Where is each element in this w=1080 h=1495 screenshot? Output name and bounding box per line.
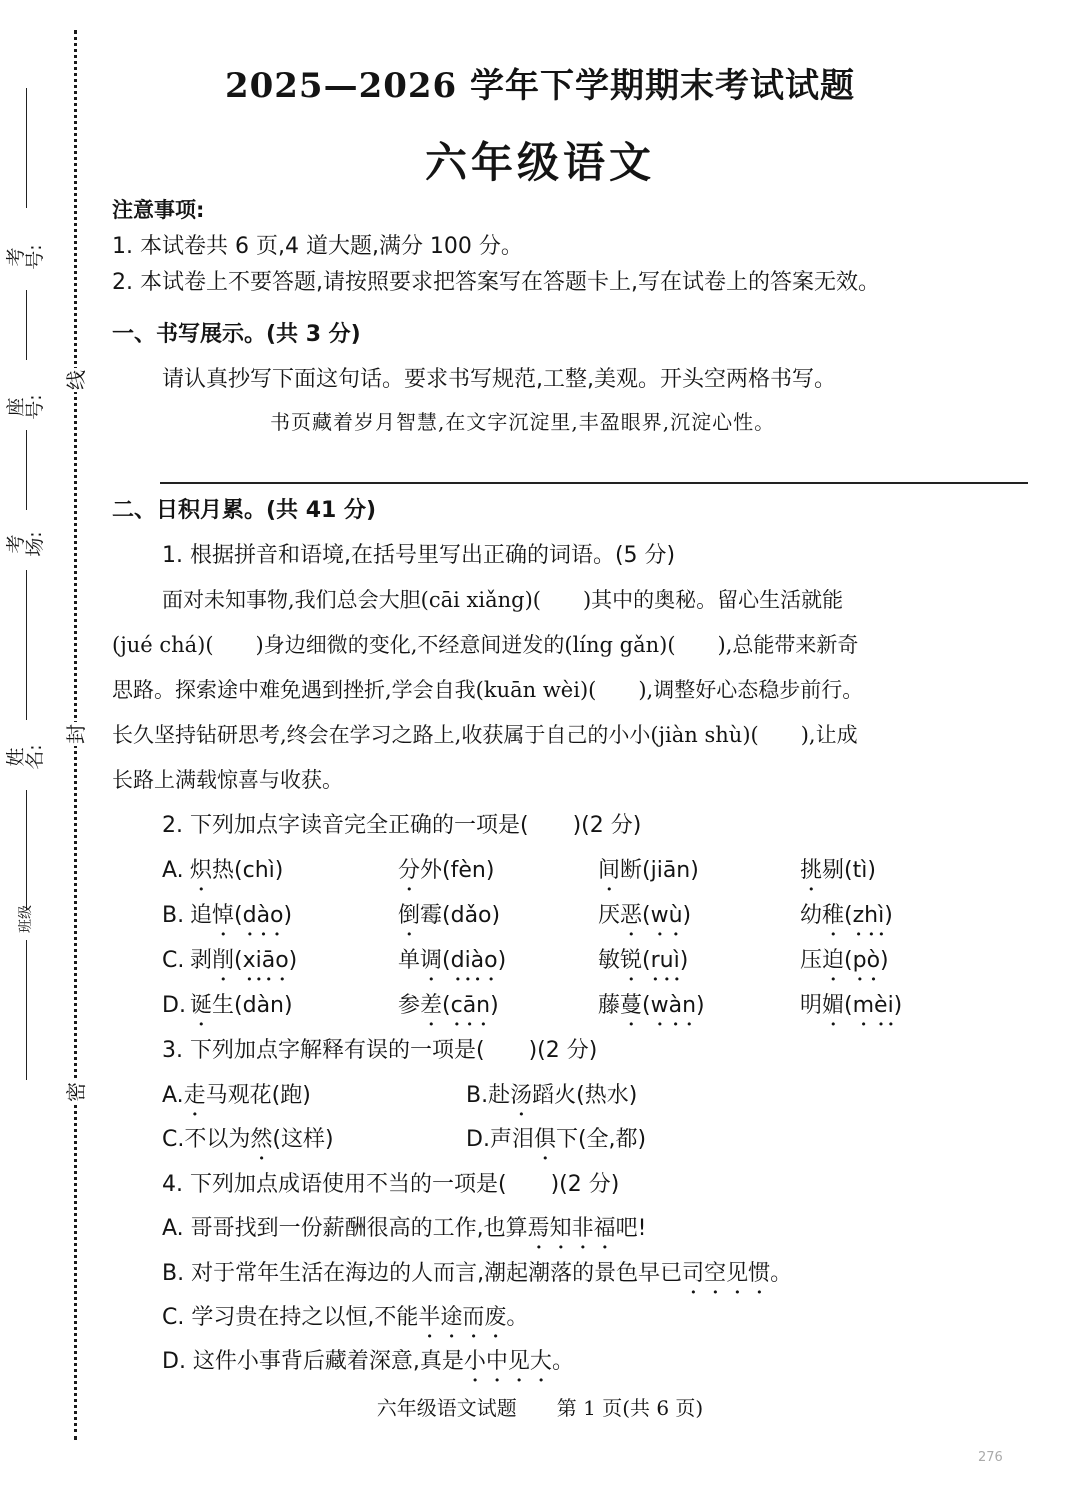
class-label: 班级: [18, 905, 34, 933]
dotted-char-with-pinyin: 媚(mèi): [822, 993, 903, 1018]
q4-d-post: 。: [551, 1349, 574, 1374]
q3-c-dotted: 然: [250, 1127, 273, 1152]
q2-a-label: A.: [162, 858, 184, 883]
q3-b-label: B.: [466, 1083, 489, 1108]
q1-line-1: 面对未知事物,我们总会大胆(cāi xiǎng)( )其中的奥秘。留心生活就能: [162, 588, 844, 612]
q3-option-a: [162, 1083, 311, 1121]
word-rest: 断(jiān): [620, 858, 699, 883]
dotted-char: 挑: [800, 858, 823, 883]
q4-c-pre: C. 学习贵在持之以恒,不能: [162, 1305, 419, 1330]
word-first: 追: [190, 903, 213, 928]
notice-item-1: 1. 本试卷共 6 页,4 道大题,满分 100 分。: [112, 234, 523, 259]
word-first: 明: [800, 993, 823, 1018]
class-line: [26, 790, 27, 910]
q3-c-post: (这样): [272, 1127, 334, 1152]
word-rest: 生(dàn): [212, 993, 293, 1018]
corner-mark: 276: [978, 1450, 1003, 1465]
q4-d-pre: D. 这件小事背后藏着深意,真是: [162, 1349, 464, 1374]
seat-no-label: 座号:: [5, 394, 46, 420]
q4-b-post: 。: [770, 1261, 793, 1286]
word-rest: 外(fèn): [420, 858, 495, 883]
q3-c-pre: 不以为: [184, 1127, 251, 1152]
q3-c-label: C.: [162, 1127, 185, 1152]
handwriting-answer-line: [160, 482, 1028, 484]
q3-d-label: D.: [466, 1127, 490, 1152]
word-first: 压: [800, 948, 823, 973]
q4-option-d: [162, 1349, 574, 1387]
seal-char-secret: 密: [64, 1082, 88, 1102]
q2-d-label: D.: [162, 993, 186, 1018]
q1-line-4: 长久坚持钻研思考,终会在学习之路上,收获属于自己的小小(jiàn shù)( ),让成: [112, 723, 858, 747]
name-label: 姓名:: [5, 744, 46, 770]
q3-a-dotted: 走: [183, 1083, 206, 1108]
word-first: 幼: [800, 903, 823, 928]
q2-c-label: C.: [162, 948, 185, 973]
exam-title: 2025—2026 学年下学期期末考试试题: [224, 66, 856, 106]
dotted-char: 倒: [398, 903, 421, 928]
notice-item-2: 2. 本试卷上不要答题,请按照要求把答案写在答题卡上,写在试卷上的答案无效。: [112, 270, 880, 295]
q3-option-b: [466, 1083, 637, 1121]
q3-b-post: 蹈火(热水): [532, 1083, 638, 1108]
q2-stem: 2. 下列加点字读音完全正确的一项是( )(2 分): [162, 813, 642, 838]
section1-instruction: 请认真抄写下面这句话。要求书写规范,工整,美观。开头空两格书写。: [162, 367, 836, 392]
word-first: 参: [398, 993, 421, 1018]
dotted-char-with-pinyin: 差(cān): [420, 993, 499, 1018]
seal-char-seal: 封: [64, 724, 88, 744]
q4-a-pre: A. 哥哥找到一份薪酬很高的工作,也算: [162, 1216, 528, 1241]
q4-b-pre: B. 对于常年生活在海边的人而言,潮起潮落的景色早已: [162, 1261, 683, 1286]
word-rest: 霉(dǎo): [420, 903, 501, 928]
dotted-char: 分: [398, 858, 421, 883]
school-line: [26, 940, 27, 1080]
dotted-char-with-pinyin: 稚(zhì): [822, 903, 893, 928]
q3-a-post: 马观花(跑): [205, 1083, 311, 1108]
seat-no-line-top: [26, 290, 27, 360]
q4-c-idiom: 半途而废: [418, 1305, 507, 1330]
q1-line-2: (jué chá)( )身边细微的变化,不经意间迸发的(líng gǎn)( ),总能带来新奇: [112, 633, 859, 657]
dotted-char-with-pinyin: 迫(pò): [822, 948, 889, 973]
exam-no-label: 考号:: [5, 244, 46, 270]
section2-heading: 二、日积月累。(共 41 分): [112, 498, 377, 523]
section1-sentence: 书页藏着岁月智慧,在文字沉淀里,丰盈眼界,沉淀心性。: [270, 410, 776, 434]
q3-b-pre: 赴: [488, 1083, 511, 1108]
dotted-char-with-pinyin: 锐(ruì): [620, 948, 689, 973]
q3-option-d: [466, 1127, 646, 1165]
dotted-char: 间: [598, 858, 621, 883]
q3-option-c: [162, 1127, 334, 1165]
q1-line-3: 思路。探索途中难免遇到挫折,学会自我(kuān wèi)( ),调整好心态稳步前行。: [112, 678, 864, 702]
room-label: 考场:: [5, 531, 46, 557]
name-line: [26, 570, 27, 720]
word-first: 剥: [190, 948, 213, 973]
q2-b-label: B.: [162, 903, 185, 928]
q3-b-dotted: 汤: [510, 1083, 533, 1108]
exam-subject: 六年级语文: [424, 138, 655, 187]
dotted-char: 炽: [190, 858, 213, 883]
dotted-char-with-pinyin: 蔓(wàn): [620, 993, 705, 1018]
section1-heading: 一、书写展示。(共 3 分): [112, 322, 361, 347]
notice-heading: 注意事项:: [112, 198, 205, 222]
q3-stem: 3. 下列加点字解释有误的一项是( )(2 分): [162, 1038, 598, 1063]
dotted-char-with-pinyin: 削(xiāo): [212, 948, 298, 973]
word-rest: 热(chì): [212, 858, 284, 883]
q4-option-c: [162, 1305, 528, 1343]
q4-a-idiom: 焉知非福: [527, 1216, 616, 1241]
q4-a-post: 吧!: [615, 1216, 647, 1241]
dotted-char: 诞: [190, 993, 213, 1018]
dotted-char-with-pinyin: 悼(dào): [212, 903, 293, 928]
q1-line-5: 长路上满载惊喜与收获。: [112, 768, 343, 792]
q4-stem: 4. 下列加点成语使用不当的一项是( )(2 分): [162, 1172, 620, 1197]
q3-d-post: 下(全,都): [555, 1127, 647, 1152]
dotted-char-with-pinyin: 恶(wù): [620, 903, 692, 928]
word-rest: 剔(tì): [822, 858, 876, 883]
q3-d-dotted: 俱: [533, 1127, 556, 1152]
q4-option-a: [162, 1216, 647, 1254]
q4-option-b: [162, 1261, 792, 1299]
seal-char-line: 线: [64, 370, 88, 390]
q4-d-idiom: 小中见大: [463, 1349, 552, 1374]
word-first: 单: [398, 948, 421, 973]
page-footer: 六年级语文试题 第 1 页(共 6 页): [376, 1396, 704, 1420]
q3-a-label: A.: [162, 1083, 184, 1108]
q4-c-post: 。: [506, 1305, 529, 1330]
q1-stem: 1. 根据拼音和语境,在括号里写出正确的词语。(5 分): [162, 543, 676, 568]
word-first: 敏: [598, 948, 621, 973]
dotted-char-with-pinyin: 调(diào): [420, 948, 507, 973]
word-first: 藤: [598, 993, 621, 1018]
room-line: [26, 430, 27, 510]
word-first: 厌: [598, 903, 621, 928]
q4-b-idiom: 司空见惯: [682, 1261, 771, 1286]
q3-d-pre: 声泪: [489, 1127, 534, 1152]
